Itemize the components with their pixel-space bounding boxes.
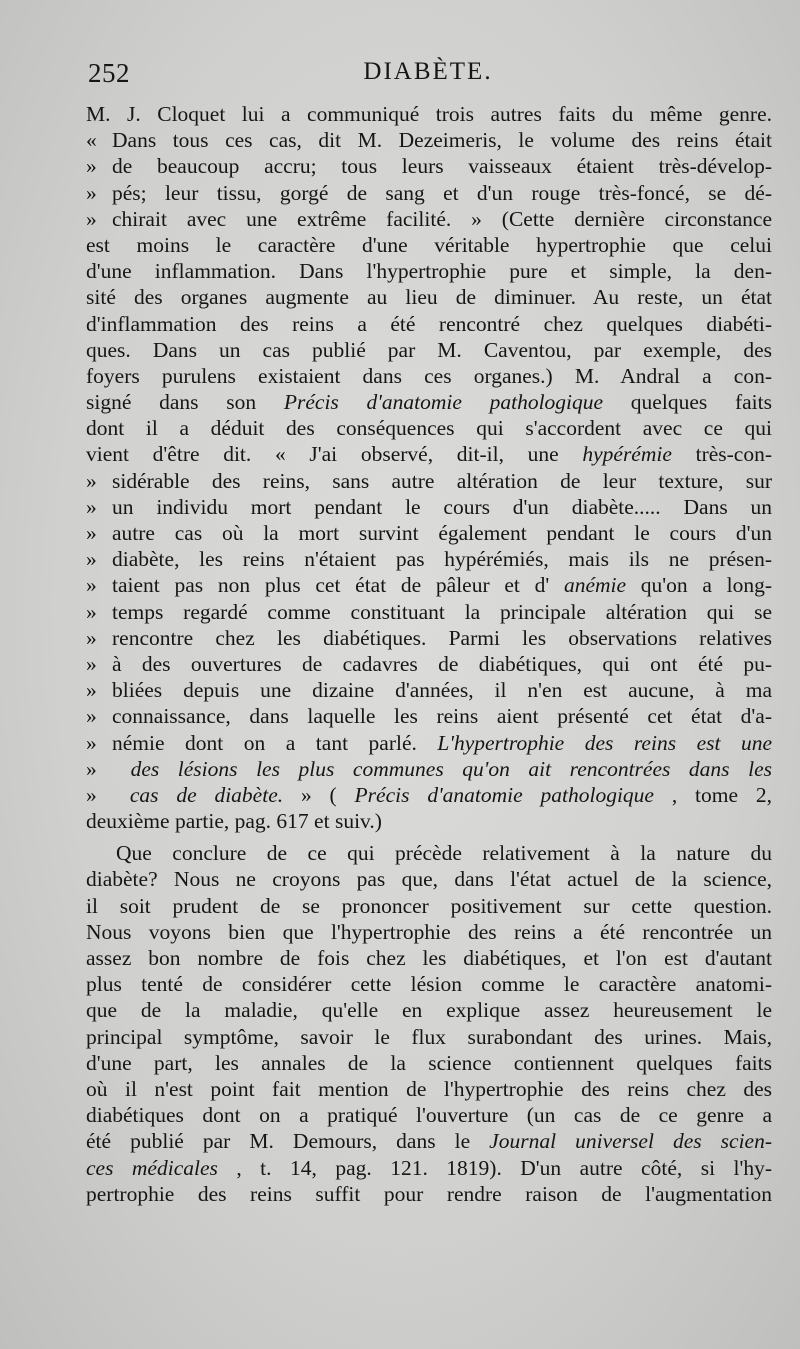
- line-text: pés; leur tissu, gorgé de sang et d'un rouge très-foncé, se dé-: [112, 180, 772, 205]
- text-line: [86, 441, 772, 467]
- text-line: [86, 284, 772, 310]
- text-line: [86, 840, 772, 866]
- line-text: chirait avec une extrême facilité. » (Cette dernière circonstance: [112, 206, 772, 231]
- text-line: [86, 311, 772, 337]
- text-line: [86, 945, 772, 971]
- quote-mark: »: [86, 180, 97, 205]
- line-text: Nous voyons bien que l'hypertrophie des reins a été rencontrée un: [86, 919, 772, 944]
- line-text: temps regardé comme constituant la principale altération qui se: [112, 599, 772, 624]
- quote-mark: »: [86, 730, 97, 755]
- italic-text: ces médicales: [86, 1155, 218, 1180]
- text-line: [86, 756, 772, 782]
- text-line: [86, 180, 772, 206]
- line-text: est moins le caractère d'une véritable hypertrophie que celui: [86, 232, 772, 257]
- line-text: de beaucoup accru; tous leurs vaisseaux étaient très-dévelop-: [112, 154, 772, 179]
- text-line: [86, 258, 772, 284]
- page-number: 252: [88, 58, 130, 88]
- text-line: [86, 730, 772, 756]
- text-line: [86, 363, 772, 389]
- quote-mark: »: [86, 206, 97, 231]
- italic-text: Précis d'anatomie pathologique: [336, 782, 654, 807]
- text-line: [86, 101, 772, 127]
- text-line: [86, 703, 772, 729]
- italic-text: anémie: [549, 573, 627, 598]
- italic-text: hypérémie: [558, 442, 672, 467]
- line-text: assez bon nombre de fois chez les diabétiques, et l'on est d'autant: [86, 946, 772, 970]
- quote-mark: «: [86, 128, 97, 153]
- line-text: M. J. Cloquet lui a communiqué trois autres faits du même genre.: [86, 102, 772, 126]
- italic-text: Journal universel des scien-: [470, 1129, 772, 1154]
- text-line: [86, 415, 772, 441]
- text-line: [86, 599, 772, 625]
- line-text: d'une inflammation. Dans l'hypertrophie pure et simple, la den-: [86, 259, 772, 284]
- text-line: [86, 997, 772, 1023]
- quote-mark: »: [86, 599, 97, 624]
- line-text: été publié par M. Demours, dans le: [86, 1129, 471, 1154]
- line-text: très-con-: [671, 442, 772, 467]
- quote-mark: »: [86, 704, 97, 729]
- line-text: à des ouvertures de cadavres de diabétiques, qui ont été pu-: [112, 651, 772, 676]
- line-text: autre cas où la mort survint également pendant le cours d'un: [112, 521, 772, 545]
- line-text: , t. 14, pag. 121. 1819). D'un autre côté, si l'hy-: [217, 1155, 772, 1180]
- italic-text: Précis d'anatomie pathologique: [256, 390, 604, 415]
- text-line: [86, 1102, 772, 1128]
- line-text: rencontre chez les diabétiques. Parmi les observations relatives: [112, 625, 772, 650]
- line-text: dont il a déduit des conséquences qui s'accordent avec ce qui: [86, 416, 772, 441]
- line-text: diabétiques dont on a pratiqué l'ouverture (un cas de ce genre a: [86, 1103, 772, 1128]
- quote-mark: »: [86, 625, 97, 650]
- quote-mark: »: [86, 468, 97, 493]
- text-line: [86, 389, 772, 415]
- text-line: [86, 677, 772, 703]
- text-line: [86, 893, 772, 919]
- italic-text: des lésions les plus communes qu'on ait rencontrées dans les: [112, 756, 772, 781]
- quote-mark: »: [86, 782, 97, 807]
- line-text: plus tenté de considérer cette lésion comme le caractère anatomi-: [86, 972, 772, 997]
- text-line: [86, 625, 772, 651]
- line-text: bliées depuis une dizaine d'années, il n'en est aucune, à ma: [112, 678, 772, 703]
- text-line: [86, 1155, 772, 1181]
- italic-text: L'hypertrophie des reins est une: [416, 730, 772, 755]
- line-text: némie dont on a tant parlé.: [112, 730, 417, 755]
- text-line: [86, 971, 772, 997]
- text-line: [86, 1050, 772, 1076]
- text-line: [86, 1181, 772, 1207]
- text-line: [86, 919, 772, 945]
- text-line: [86, 206, 772, 232]
- text-line: [86, 127, 772, 153]
- running-title: DIABÈTE.: [363, 58, 493, 85]
- line-text: sité des organes augmente au lieu de diminuer. Au reste, un état: [86, 285, 772, 310]
- text-line: [86, 468, 772, 494]
- text-line: [86, 153, 772, 179]
- line-text: Dans tous ces cas, dit M. Dezeimeris, le volume des reins était: [112, 128, 772, 153]
- quote-mark: »: [86, 678, 97, 703]
- line-text: Que conclure de ce qui précède relativement à la nature du: [116, 841, 772, 866]
- text-line: [86, 520, 772, 546]
- line-text: qu'on a long-: [626, 573, 772, 598]
- quote-mark: »: [86, 494, 97, 519]
- line-text: connaissance, dans laquelle les reins aient présenté cet état d'a-: [112, 704, 772, 729]
- page-header: [88, 58, 768, 92]
- line-text: diabète? Nous ne croyons pas que, dans l'état actuel de la science,: [86, 867, 772, 892]
- line-text: diabète, les reins n'étaient pas hypérémiés, mais ils ne présen-: [112, 547, 772, 572]
- line-text: foyers purulens existaient dans ces organes.) M. Andral a con-: [86, 363, 772, 388]
- quote-mark: »: [86, 547, 97, 572]
- text-line: [86, 866, 772, 892]
- quote-mark: »: [86, 651, 97, 676]
- line-text: ques. Dans un cas publié par M. Caventou, par exemple, des: [86, 337, 772, 362]
- text-line: [86, 651, 772, 677]
- text-line: [86, 1076, 772, 1102]
- line-text: un individu mort pendant le cours d'un diabète..... Dans un: [112, 494, 772, 519]
- text-line: [86, 1024, 772, 1050]
- quote-mark: »: [86, 756, 97, 781]
- text-line: [86, 572, 772, 598]
- line-text: signé dans son: [86, 390, 257, 415]
- line-text: vient d'être dit. « J'ai observé, dit-il, une: [86, 442, 559, 467]
- line-text: » (: [283, 782, 337, 807]
- text-line: [86, 808, 772, 834]
- line-text: il soit prudent de se prononcer positivement sur cette question.: [86, 893, 772, 918]
- text-line: [86, 546, 772, 572]
- line-text: d'une part, les annales de la science contiennent quelques faits: [86, 1050, 772, 1075]
- quote-mark: »: [86, 573, 97, 598]
- line-text: , tome 2,: [653, 782, 772, 807]
- italic-text: cas de diabète.: [112, 782, 284, 807]
- line-text: d'inflammation des reins a été rencontré chez quelques diabéti-: [86, 311, 772, 336]
- quote-mark: »: [86, 154, 97, 179]
- text-line: [86, 1128, 772, 1154]
- line-text: deuxième partie, pag. 617 et suiv.): [86, 809, 382, 834]
- line-text: principal symptôme, savoir le flux surabondant des urines. Mais,: [86, 1024, 772, 1049]
- line-text: pertrophie des reins suffit pour rendre raison de l'augmentation: [86, 1181, 772, 1206]
- text-line: [86, 232, 772, 258]
- line-text: quelques faits: [603, 390, 772, 415]
- line-text: taient pas non plus cet état de pâleur et d': [112, 573, 550, 598]
- text-line: [86, 782, 772, 808]
- text-line: [86, 494, 772, 520]
- text-line: [86, 337, 772, 363]
- text-body: [86, 101, 772, 1207]
- line-text: où il n'est point fait mention de l'hypertrophie des reins chez des: [86, 1076, 772, 1101]
- line-text: sidérable des reins, sans autre altération de leur texture, sur: [112, 468, 772, 493]
- quote-mark: »: [86, 521, 97, 545]
- line-text: que de la maladie, qu'elle en explique assez heureusement le: [86, 998, 772, 1023]
